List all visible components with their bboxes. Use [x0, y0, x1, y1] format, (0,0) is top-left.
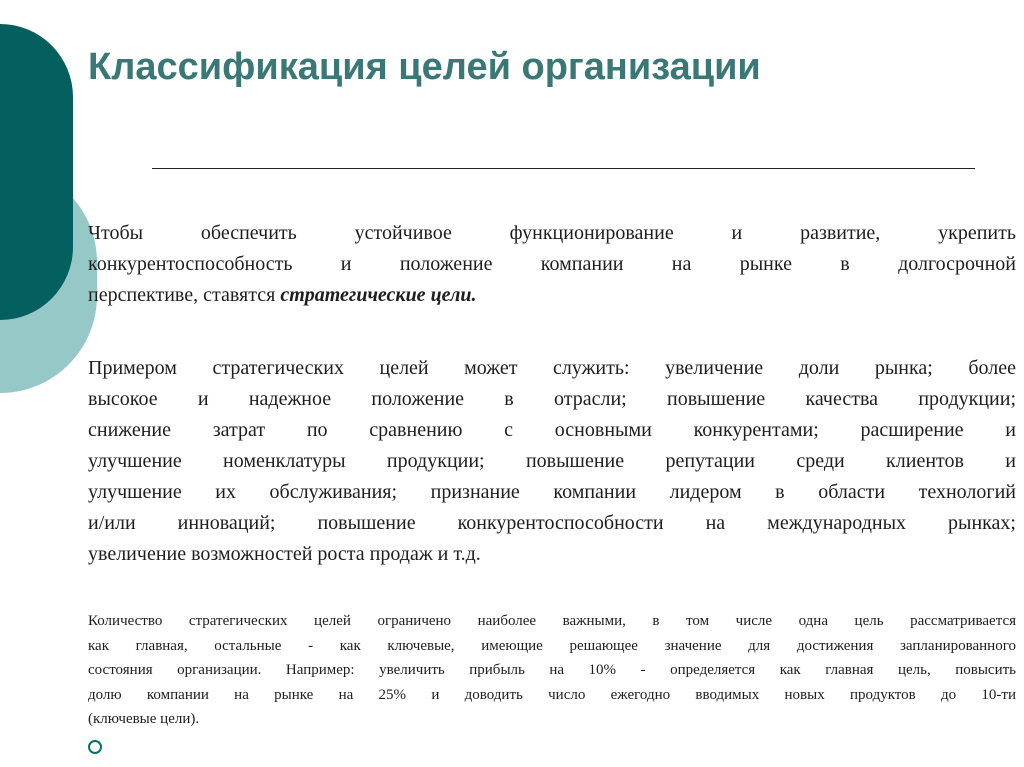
- text-line: Примером стратегических целей может служить: увеличение доли рынка; более: [88, 357, 1016, 379]
- text-fragment: перспективе, ставятся: [88, 284, 281, 306]
- text-line: долю компании на рынке на 25% и доводить число ежегодно вводимых новых продуктов до 10-ти: [88, 686, 1016, 703]
- text-line: как главная, остальные - как ключевые, имеющие решающее значение для достижения запланированного: [88, 637, 1016, 654]
- text-line: Чтобы обеспечить устойчивое функционирование и развитие, укрепить: [88, 222, 1016, 244]
- text-line: высокое и надежное положение в отрасли; повышение качества продукции;: [88, 388, 1016, 410]
- emphasis-text: стратегические цели.: [280, 284, 477, 306]
- text-line: увеличение возможностей роста продаж и т.д.: [88, 543, 481, 565]
- decorative-circle-dark: [0, 24, 73, 320]
- paragraph-strategic-goals: [88, 218, 1016, 311]
- text-line: [88, 280, 1016, 311]
- empty-bullet-icon: [88, 740, 102, 754]
- text-line: Количество стратегических целей ограничено наиболее важными, в том числе одна цель рассматривается: [88, 613, 1016, 629]
- text-line: (ключевые цели).: [88, 711, 200, 727]
- text-line: и/или инноваций; повышение конкурентоспособности на международных рынках;: [88, 512, 1016, 534]
- text-line: улучшение номенклатуры продукции; повышение репутации среди клиентов и: [88, 450, 1016, 472]
- text-line: снижение затрат по сравнению с основными конкурентами; расширение и: [88, 419, 1016, 441]
- text-line: состояния организации. Например: увеличить прибыль на 10% - определяется как главная цель, повысить: [88, 662, 1016, 678]
- text-line: улучшение их обслуживания; признание компании лидером в области технологий: [88, 481, 1016, 503]
- paragraph-examples: [88, 353, 1016, 570]
- divider-line: [152, 168, 975, 169]
- slide-title: Классификация целей организации: [88, 46, 761, 88]
- paragraph-goal-count: [88, 609, 1016, 732]
- text-line: конкурентоспособность и положение компании на рынке в долгосрочной: [88, 253, 1016, 275]
